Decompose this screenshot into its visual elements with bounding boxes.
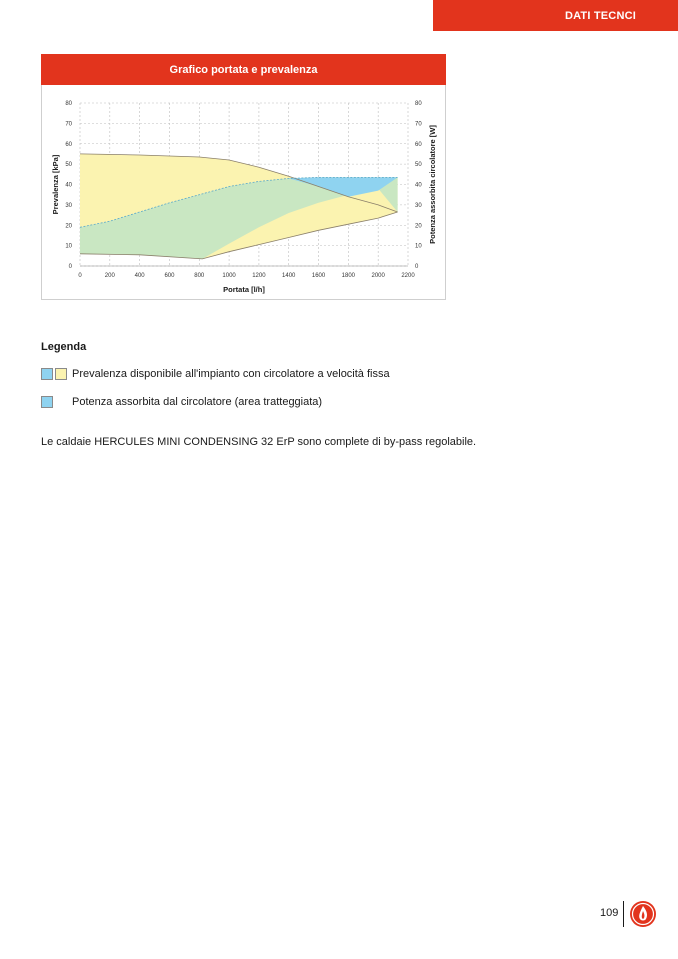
x-tick-label: 1600 xyxy=(311,273,326,279)
y2-axis-label: Potenza assorbita circolatore [W] xyxy=(428,125,437,244)
flow-head-chart xyxy=(42,55,445,299)
page-divider xyxy=(623,901,624,927)
section-title: DATI TECNCI xyxy=(564,9,636,22)
legend-swatch-blue xyxy=(41,368,53,380)
x-tick-label: 800 xyxy=(194,273,205,279)
legend-label-head: Prevalenza disponibile all'impianto con circolatore a velocità fissa xyxy=(72,368,390,380)
y-axis-label: Prevalenza [kPa] xyxy=(51,154,60,215)
legend-swatch-yellow xyxy=(55,368,67,380)
x-tick-label: 1000 xyxy=(222,273,236,279)
section-tab xyxy=(433,0,678,31)
y-tick-label: 40 xyxy=(65,182,72,189)
y-tick-label: 50 xyxy=(65,162,72,169)
x-tick-label: 600 xyxy=(164,273,175,279)
x-tick-label: 1800 xyxy=(341,273,356,279)
x-tick-label: 1400 xyxy=(282,273,296,279)
y-tick-label: 30 xyxy=(65,202,72,209)
x-tick-label: 1200 xyxy=(252,273,266,279)
x-tick-label: 2200 xyxy=(401,273,415,279)
x-tick-label: 0 xyxy=(78,273,82,279)
x-tick-label: 200 xyxy=(104,273,115,279)
x-tick-label: 400 xyxy=(134,273,145,279)
page-number: 109 xyxy=(600,907,619,919)
legend-item-power xyxy=(41,396,322,408)
y2-tick-label: 10 xyxy=(415,243,422,250)
y-tick-label: 80 xyxy=(65,101,72,107)
y-tick-label: 10 xyxy=(65,243,72,250)
y2-tick-label: 0 xyxy=(415,264,419,270)
y-tick-label: 60 xyxy=(65,141,72,148)
y2-tick-label: 40 xyxy=(415,182,422,189)
y-tick-label: 20 xyxy=(65,223,72,230)
y2-tick-label: 70 xyxy=(415,121,422,128)
chart-title: Grafico portata e prevalenza xyxy=(41,54,446,85)
y2-tick-label: 60 xyxy=(415,141,422,148)
x-tick-label: 2000 xyxy=(371,273,385,279)
y2-tick-label: 80 xyxy=(415,101,422,107)
legend-item-head xyxy=(41,368,390,380)
chart-container xyxy=(41,54,446,300)
legend-swatch-blue xyxy=(41,396,53,408)
y-tick-label: 0 xyxy=(68,264,72,270)
bypass-note: Le caldaie HERCULES MINI CONDENSING 32 ErP sono complete di by-pass regolabile. xyxy=(41,436,477,448)
flame-logo-icon xyxy=(629,900,657,928)
legend-label-power: Potenza assorbita dal circolatore (area tratteggiata) xyxy=(72,396,323,408)
y2-tick-label: 50 xyxy=(415,162,422,169)
legend-title: Legenda xyxy=(41,341,87,353)
y2-tick-label: 30 xyxy=(415,202,422,209)
y-tick-label: 70 xyxy=(65,121,72,128)
x-axis-label: Portata [l/h] xyxy=(223,285,265,294)
y2-tick-label: 20 xyxy=(415,223,422,230)
